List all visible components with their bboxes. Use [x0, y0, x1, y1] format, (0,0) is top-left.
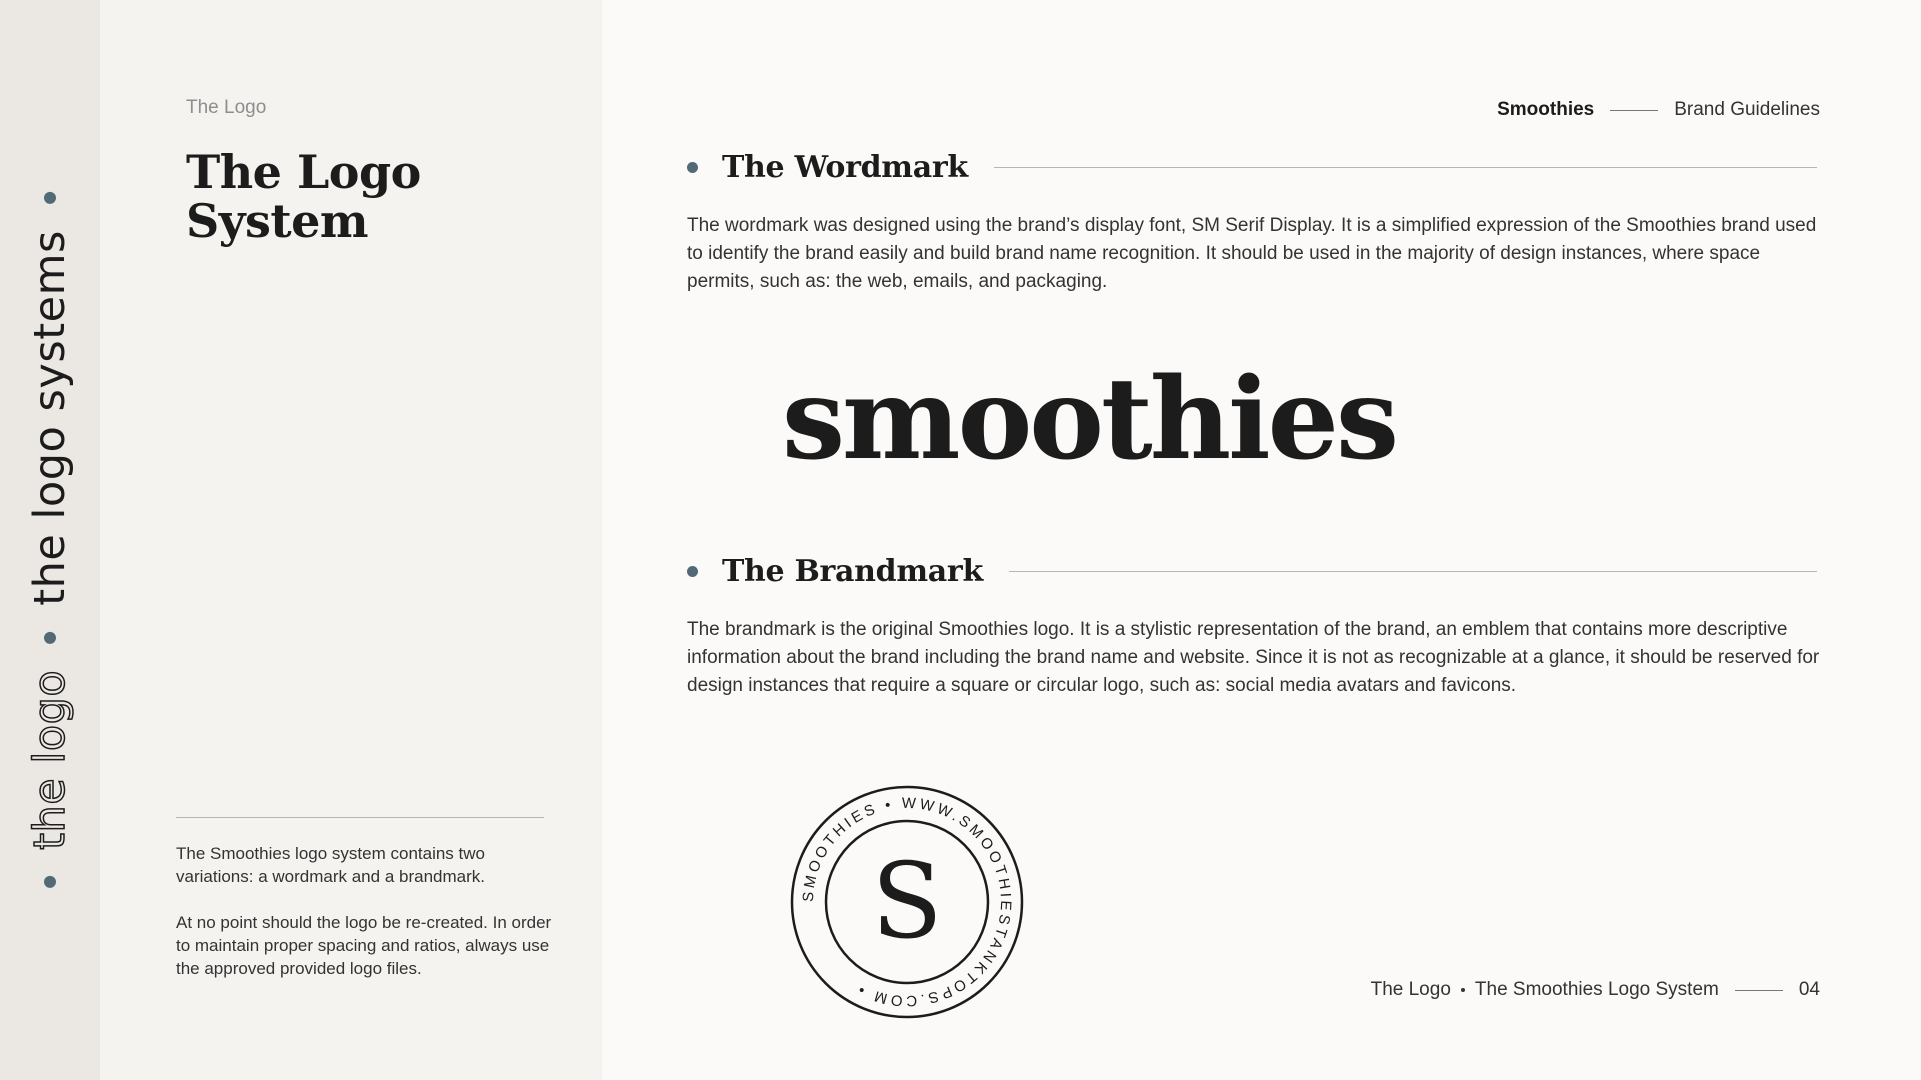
vertical-word-solid: the logo systems [25, 230, 75, 606]
intro-paragraph: The Smoothies logo system contains two variations: a wordmark and a brandmark. [176, 844, 485, 886]
section-eyebrow: The Logo [186, 97, 267, 118]
footer-section: The Logo [1370, 979, 1451, 1000]
vertical-word-outline: the logo [25, 669, 75, 850]
brandmark-heading [687, 554, 1817, 589]
heading-rule [1009, 571, 1817, 572]
header-dash [1610, 110, 1658, 111]
emblem-letter: S [871, 840, 943, 962]
side-strip [0, 0, 100, 1080]
left-panel [100, 0, 602, 1080]
vertical-title [25, 166, 75, 914]
header-doc-title: Brand Guidelines [1674, 99, 1820, 120]
strip-dot-bullet [44, 876, 56, 888]
bullet-dot [687, 566, 698, 577]
header-breadcrumb [1497, 99, 1820, 121]
strip-dot-bullet [44, 632, 56, 644]
brandmark-emblem [790, 785, 1024, 1019]
page-title [186, 145, 566, 248]
page-title-line1: The Logo [186, 145, 421, 199]
wordmark-description: The wordmark was designed using the brand’s display font, SM Serif Display. It is a simplified expression of the Smoothies brand used to identify the brand easily and build brand name recognition. It should be used in the majority of design instances, where space permits, such as: the web, emails, and packaging. [687, 215, 1817, 292]
page-title-line2: System [186, 194, 369, 248]
footer [1371, 979, 1820, 1001]
bullet-dot [687, 162, 698, 173]
page-number: 04 [1798, 979, 1820, 1000]
brandmark-title: The Brandmark [722, 554, 983, 589]
usage-paragraph: At no point should the logo be re-created. In order to maintain proper spacing and ratios, always use the approved provided logo files. [176, 913, 552, 978]
heading-rule [994, 167, 1817, 168]
wordmark-title: The Wordmark [722, 150, 968, 185]
wordmark-logo: smoothies [782, 354, 1396, 485]
brandmark-description: The brandmark is the original Smoothies logo. It is a stylistic representation of the brand, an emblem that contains more descriptive information about the brand including the brand name and website. Since it is not as recognizable at a glance, it should be reserved for design instances that require a square or circular logo, such as: social media avatars and favicons. [687, 619, 1820, 696]
divider [176, 817, 544, 818]
strip-dot-bullet [44, 192, 56, 204]
footer-dash [1735, 990, 1783, 991]
emblem-ring-text: SMOOTHIES • WWW.SMOOTHIESTANKTOPS.COM • [799, 794, 1015, 1010]
footer-title: The Smoothies Logo System [1474, 979, 1719, 1000]
footer-separator-dot [1461, 988, 1465, 992]
wordmark-heading [687, 150, 1817, 185]
header-brand: Smoothies [1497, 99, 1595, 120]
